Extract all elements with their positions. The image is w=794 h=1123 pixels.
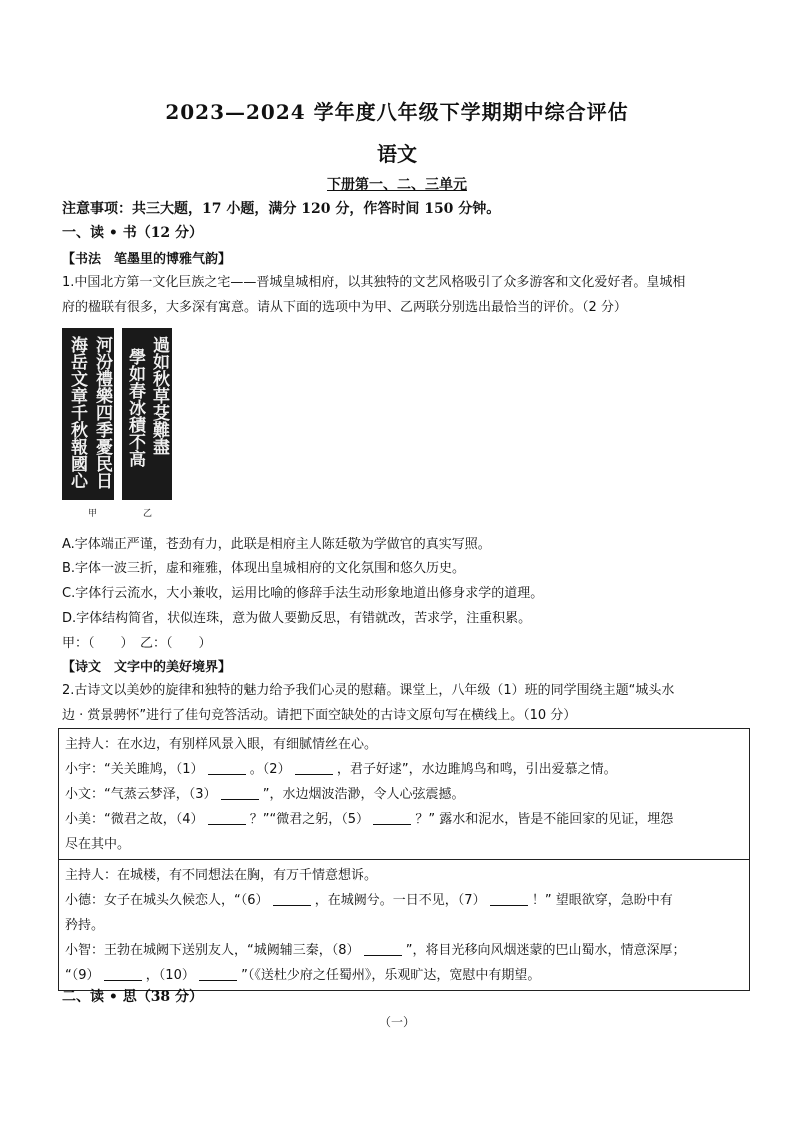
answer-line: 甲：（ ） 乙：（ ） (62, 636, 212, 651)
box2-line-1: 主持人：在城楼，有不同想法在胸，有万千情意想诉。 (65, 868, 378, 883)
subsection-calligraphy: 【书法 笔墨里的博雅气韵】 (62, 252, 232, 267)
question-2 (62, 678, 738, 728)
couplet-jia-caption: 甲 (88, 509, 98, 519)
box1-line-4: 小美：“微君之故，（4） ？”“微君之躬，（5） ？” 露水和泥水，皆是不能回家的见证，埋怨 (65, 812, 674, 827)
waterside-part (59, 729, 749, 859)
box2-line-4: 小智：王勃在城阙下送别友人，“城阙辅三秦，（8） ”，将目光移向风烟迷蒙的巴山蜀水，情意深厚； (65, 943, 686, 958)
subject-title: 语文 (377, 142, 417, 166)
blank-6[interactable] (273, 891, 311, 906)
box1-line-2: 小宇：“关关雎鸠，（1） 。（2） ，君子好逑”，水边雎鸠鸟和鸣，引出爱慕之情。 (65, 762, 617, 777)
couplet-yi-image (122, 328, 172, 500)
option-a: A.字体端正严谨，苍劲有力，此联是相府主人陈廷敬为学做官的真实写照。 (62, 537, 491, 552)
couplet-jia-right-column: 河汾禮樂四季憂民日 (92, 336, 112, 489)
section-2-title: 二、读 • 思（38 分） (62, 989, 204, 1005)
question-1-line-1: 1.中国北方第一文化巨族之宅——晋城皇城相府，以其独特的文艺风格吸引了众多游客和文化爱好者。皇城相 (62, 275, 686, 290)
fill-in-box (58, 728, 750, 991)
question-2-line-1: 2.古诗文以美妙的旋律和独特的魅力给予我们心灵的慰藉。课堂上，八年级（1）班的同学围绕主题“城头水 (62, 683, 675, 698)
box1-line-5: 尽在其中。 (65, 837, 131, 852)
blank-9[interactable] (104, 966, 142, 981)
exam-notice: 注意事项：共三大题，17 小题，满分 120 分，作答时间 150 分钟。 (62, 201, 501, 217)
subsection-poetry: 【诗文 文字中的美好境界】 (62, 660, 232, 675)
option-d: D.字体结构简省，状似连珠，意为做人要勤反思，有错就改，苦求学，注重积累。 (62, 611, 532, 626)
question-2-line-2: 边 · 赏景骋怀”进行了佳句竞答活动。请把下面空缺处的古诗文原句写在横线上。（10 分） (62, 708, 577, 723)
citytower-part (59, 859, 749, 990)
option-b: B.字体一波三折，虚和雍雅，体现出皇城相府的文化氛围和悠久历史。 (62, 561, 466, 576)
unit-scope: 下册第一、二、三单元 (327, 177, 467, 193)
blank-8[interactable] (364, 941, 402, 956)
box1-line-1: 主持人：在水边，有别样风景入眼，有细腻情丝在心。 (65, 737, 378, 752)
couplet-jia-left-column: 海岳文章千秋報國心 (67, 336, 87, 489)
couplet-jia-image (62, 328, 114, 500)
option-c: C.字体行云流水，大小兼收，运用比喻的修辞手法生动形象地道出修身求学的道理。 (62, 586, 544, 601)
page-title: 2023—2024 学年度八年级下学期期中综合评估 (165, 100, 629, 124)
page-number: （一） (378, 1015, 415, 1029)
box2-line-5: “（9） ，（10） ”（《送杜少府之任蜀州》，乐观旷达，宽慰中有期望。 (65, 968, 541, 983)
blank-1[interactable] (208, 760, 246, 775)
blank-3[interactable] (221, 785, 259, 800)
box2-line-2: 小德：女子在城头久候恋人，“（6） ，在城阙兮。一日不见，（7） ！” 望眼欲穿，急盼中有 (65, 893, 673, 908)
section-1-title: 一、读 • 书（12 分） (62, 225, 204, 241)
couplet-yi-caption: 乙 (143, 509, 153, 519)
question-1 (62, 270, 738, 320)
blank-10[interactable] (199, 966, 237, 981)
blank-7[interactable] (490, 891, 528, 906)
blank-5[interactable] (373, 810, 411, 825)
blank-4[interactable] (208, 810, 246, 825)
couplet-yi-right-column: 過如秋草芟難盡 (149, 336, 169, 455)
box1-line-3: 小文：“气蒸云梦泽，（3） ”，水边烟波浩渺，令人心弦震撼。 (65, 787, 465, 802)
question-1-line-2: 府的楹联有很多，大多深有寓意。请从下面的选项中为甲、乙两联分别选出最恰当的评价。（2 分） (62, 300, 627, 315)
couplet-yi-left-column: 學如春冰積不高 (125, 348, 145, 467)
blank-2[interactable] (295, 760, 333, 775)
box2-line-3: 矜持。 (65, 918, 105, 933)
